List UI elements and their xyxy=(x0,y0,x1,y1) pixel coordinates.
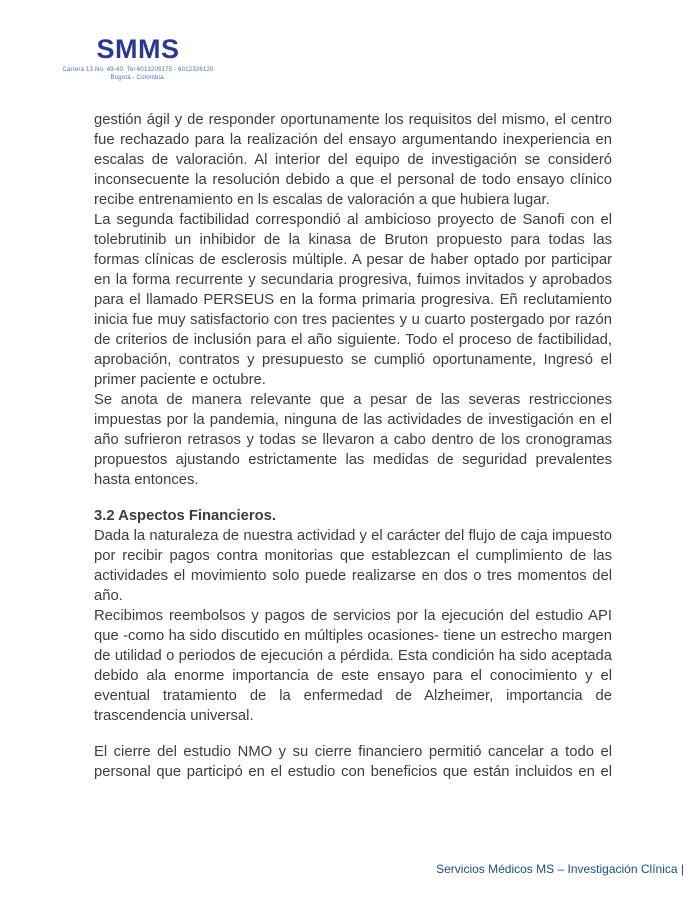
body-paragraph: Se anota de manera relevante que a pesar de las severas restricciones impuestas por la pandemia, ninguna de las actividades de investigación en el año sufrieron retrasos y todas se llevaron a cabo dentro de los cronogramas propuestos ajustando estrictamente las medidas de seguridad prevalentes hasta entonces. xyxy=(94,392,612,488)
body-paragraph: Recibimos reembolsos y pagos de servicios por la ejecución del estudio API que -como ha sido discutido en múltiples ocasiones- tiene un estrecho margen de utilidad o periodos de ejecución a pérdida. Esta condición ha sido aceptada debido ala enorme importancia de este ensayo para el conocimiento y el eventual tratamiento de la enfermedad de Alzheimer, importancia de trascendencia universal. xyxy=(94,608,612,724)
blank-line xyxy=(94,726,612,742)
body-paragraph: La segunda factibilidad correspondió al ambicioso proyecto de Sanofi con el tolebrutinib un inhibidor de la kinasa de Bruton propuesto para todas las formas clínicas de esclerosis múltiple. A pesar de haber optado por participar en la forma recurrente y secundaria progresiva, fuimos invitados y aprobados para el llamado PERSEUS en la forma primaria progresiva. Eñ reclutamiento inicia fue muy satisfactorio con tres pacientes y u cuarto postergado por razón de criterios de inclusión para el año siguiente. Todo el proceso de factibilidad, aprobación, contratos y presupuesto se cumplió oportunamente, Ingresó el primer paciente e octubre. xyxy=(94,212,612,388)
letterhead xyxy=(54,36,222,81)
letterhead-city: Bogotá - Colombia. xyxy=(110,75,166,81)
body-paragraph: gestión ágil y de responder oportunamente los requisitos del mismo, el centro fue rechazado para la realización del ensayo argumentando inexperiencia en escalas de valoración. Al interior del equipo de investigación se consideró inconsecuente la resolución debido a que el personal de todo ensayo clínico recibe entrenamiento en ls escalas de valoración a que hubiera lugar. xyxy=(94,112,612,208)
body-paragraph: El cierre del estudio NMO y su cierre financiero permitió cancelar a todo el personal que participó en el estudio con beneficios que están incluidos en el xyxy=(94,744,612,780)
blank-line xyxy=(94,490,612,506)
document-body xyxy=(94,110,612,782)
section-heading-aspectos-financieros: 3.2 Aspectos Financieros. xyxy=(94,508,277,524)
letterhead-address: Carrera 13 No. 49-40. Tel 6013205175 - 6012326120 xyxy=(62,67,214,73)
company-logo: SMMS xyxy=(96,34,180,64)
page-footer xyxy=(436,862,684,876)
footer-text: Servicios Médicos MS – Investigación Clínica | xyxy=(436,862,684,876)
body-paragraph: Dada la naturaleza de nuestra actividad y el carácter del flujo de caja impuesto por recibir pagos contra monitorias que establezcan el cumplimiento de las actividades el movimiento solo puede realizarse en dos o tres momentos del año. xyxy=(94,528,612,604)
